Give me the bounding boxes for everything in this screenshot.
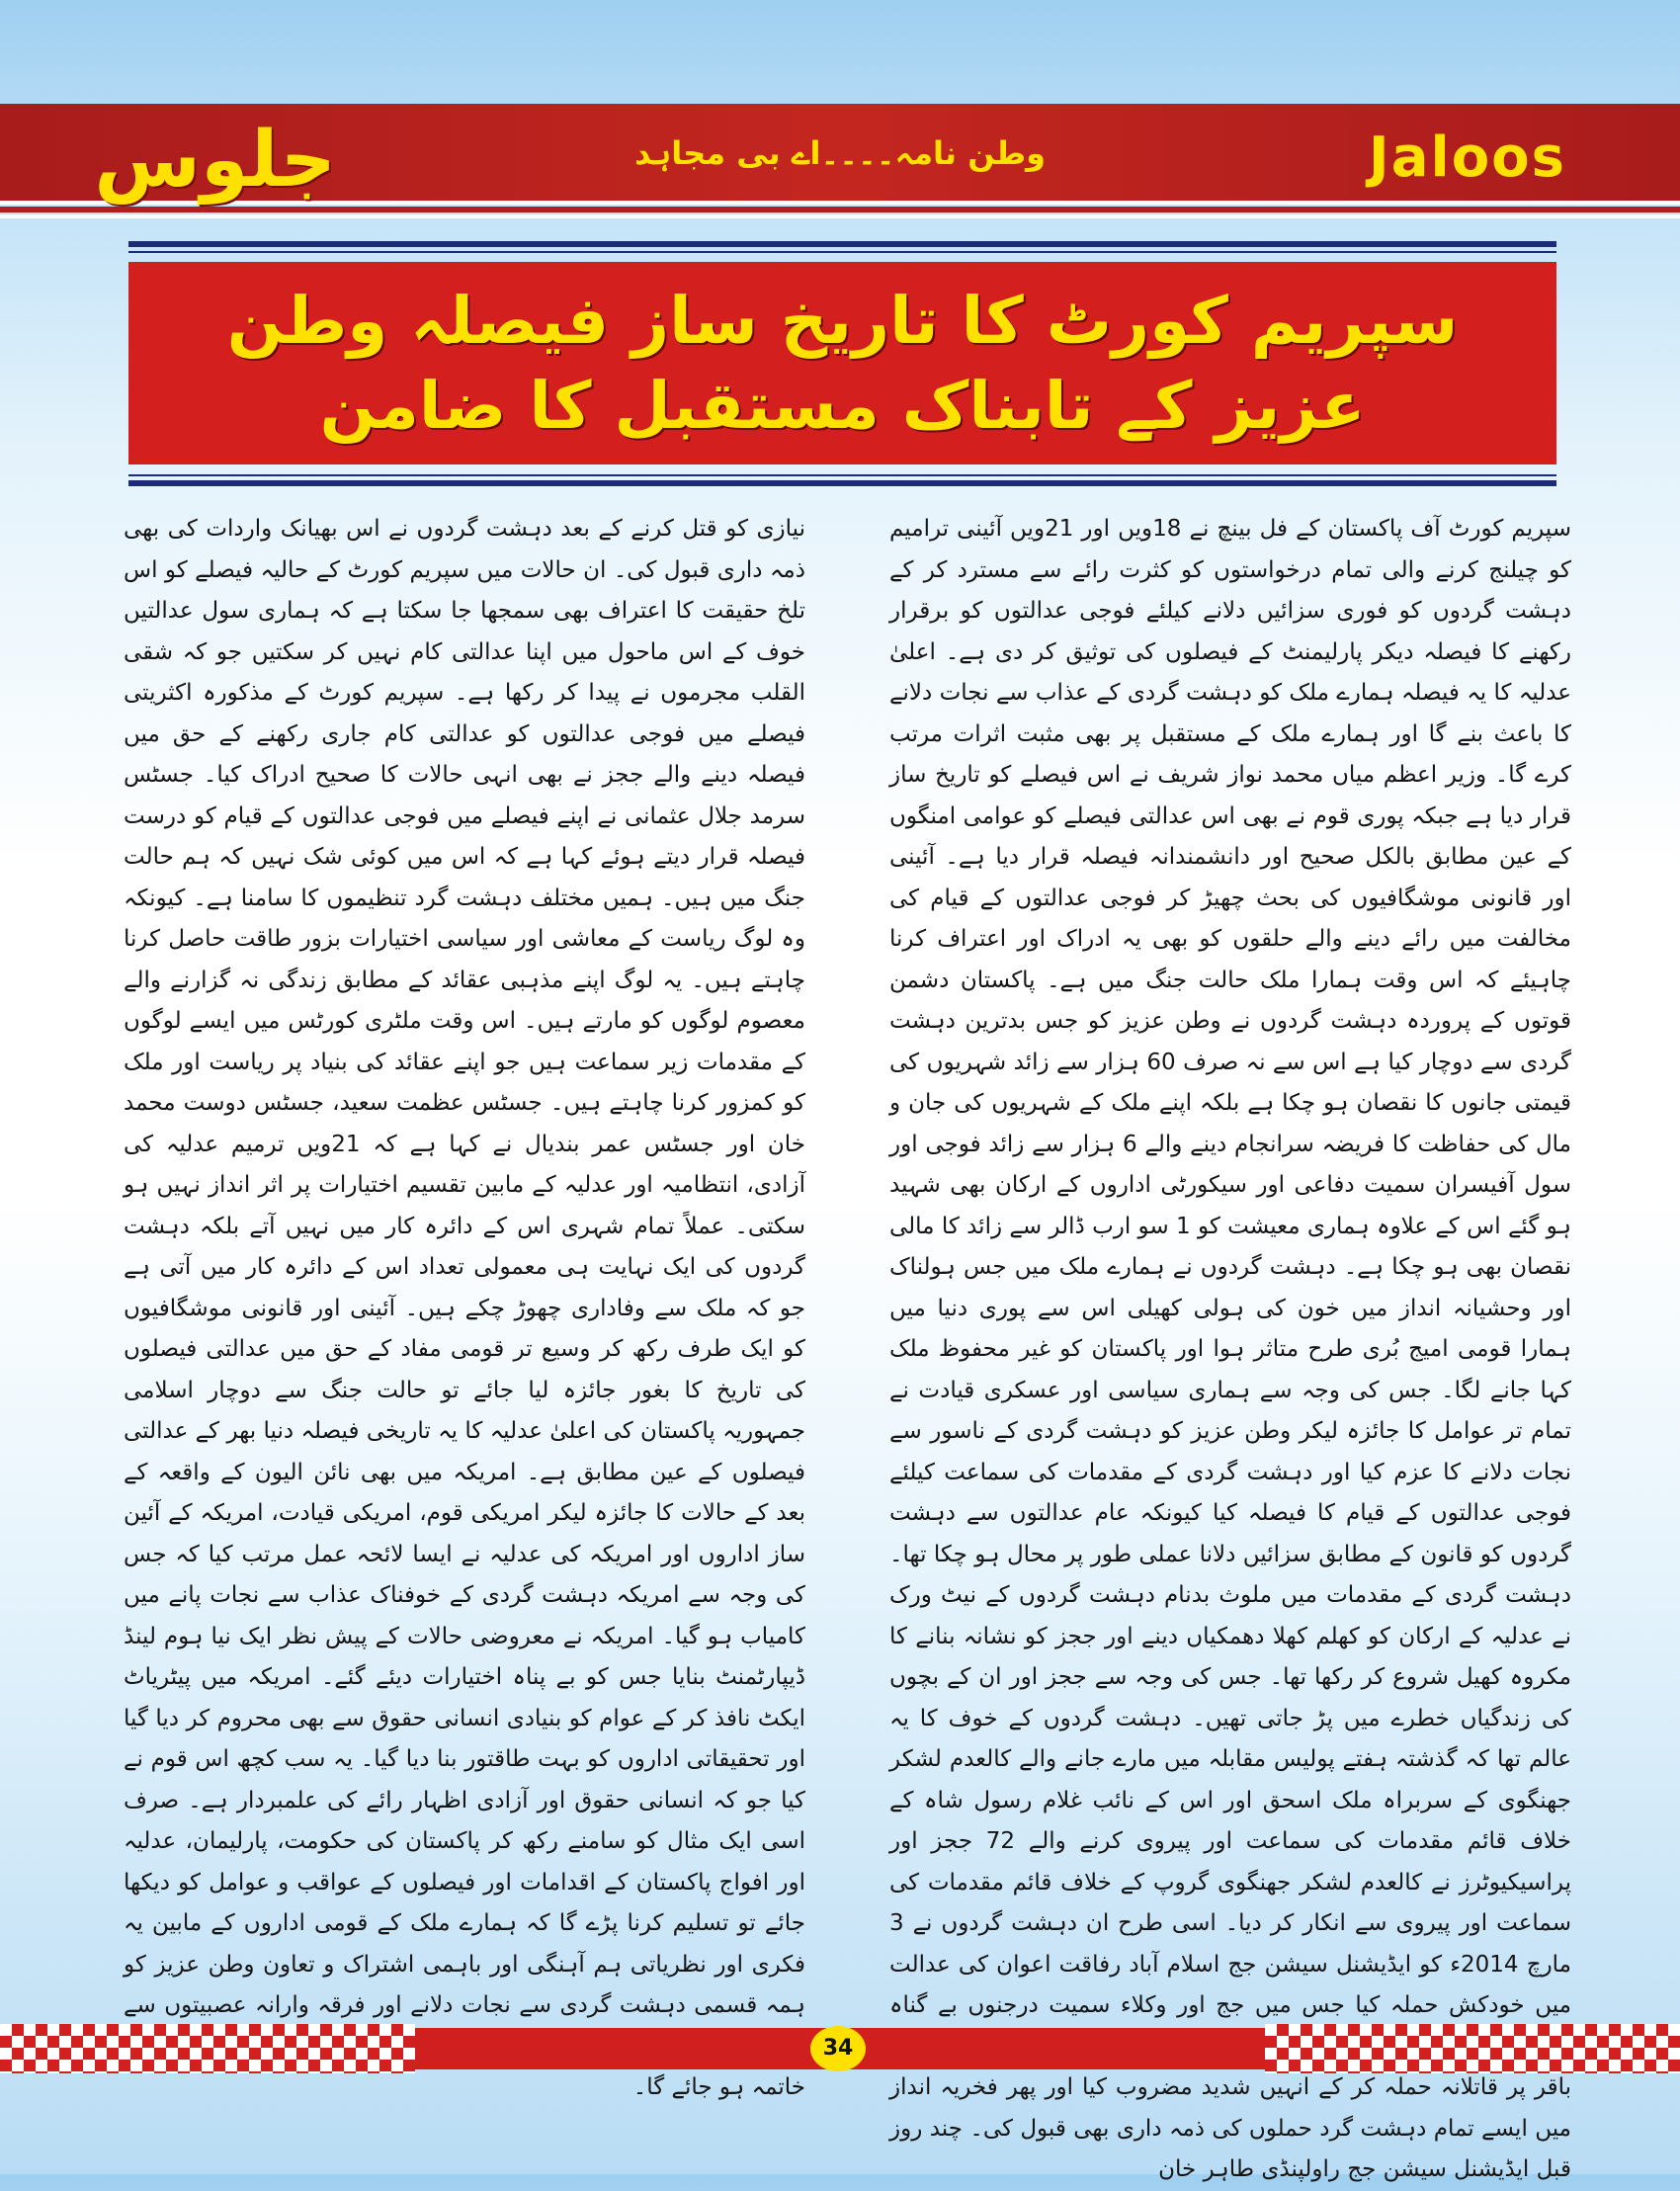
headline-bottom-rule-thin <box>128 474 1556 476</box>
article-headline: سپریم کورٹ کا تاریخ ساز فیصلہ وطن عزیز کے تابناک مستقبل کا ضامن <box>226 282 1459 444</box>
headline-box <box>128 262 1556 464</box>
page-number: 34 <box>810 2026 866 2071</box>
article-column-left: نیازی کو قتل کرنے کے بعد دہشت گردوں نے اس بھیانک واردات کی بھی ذمہ داری قبول کی۔ ان حالات میں سپریم کورٹ کے حالیہ فیصلے کو اس تلخ حقیقت کا اعتراف بھی سمجھا جا سکتا ہے کہ ہماری سول عدالتیں خوف کے اس ماحول میں اپنا عدالتی کام نہیں کر سکتیں جو کہ شقی القلب مجرموں نے پیدا کر رکھا ہے۔ سپریم کورٹ کے مذکورہ اکثریتی فیصلے میں فوجی عدالتوں کو عدالتی کام جاری رکھنے کے حق میں فیصلہ دینے والے ججز نے بھی انہی حالات کا صحیح ادراک کیا۔ جسٹس سرمد جلال عثمانی نے اپنے فیصلے میں فوجی عدالتوں کے قیام کو درست فیصلہ قرار دیتے ہوئے کہا ہے کہ اس میں کوئی شک نہیں کہ ہم حالت جنگ میں ہیں۔ ہمیں مختلف دہشت گرد تنظیموں کا سامنا ہے۔ کیونکہ وہ لوگ ریاست کے معاشی اور سیاسی اختیارات بزور طاقت حاصل کرنا چاہتے ہیں۔ یہ لوگ اپنے مذہبی عقائد کے مطابق زندگی نہ گزارنے والے معصوم لوگوں کو مارتے ہیں۔ اس وقت ملٹری کورٹس میں ایسے لوگوں کے مقدمات زیر سماعت ہیں جو اپنے عقائد کی بنیاد پر ریاست اور ملک کو کمزور کرنا چاہتے ہیں۔ جسٹس عظمت سعید، جسٹس دوست محمد خان اور جسٹس عمر بندیال نے کہا ہے کہ 21ویں ترمیم عدلیہ کی آزادی، انتظامیہ اور عدلیہ کے مابین تقسیم اختیارات پر اثر انداز نہیں ہو سکتی۔ عملاً تمام شہری اس کے دائرہ کار میں نہیں آتے بلکہ دہشت گردوں کی ایک نہایت ہی معمولی تعداد اس کے دائرہ کار میں آتی ہے جو کہ ملک سے وفاداری چھوڑ چکے ہیں۔ آئینی اور قانونی موشگافیوں کو ایک طرف رکھ کر وسیع تر قومی مفاد کے حق میں عدالتی فیصلوں کی تاریخ کا بغور جائزہ لیا جائے تو حالت جنگ سے دوچار اسلامی جمہوریہ پاکستان کی اعلیٰ عدلیہ کا یہ تاریخی فیصلہ دنیا بھر کے عدالتی فیصلوں کے عین مطابق ہے۔ امریکہ میں بھی نائن الیون کے واقعہ کے بعد کے حالات کا جائزہ لیکر امریکی قوم، امریکی قیادت، امریکہ کے آئین ساز اداروں اور امریکہ کی عدلیہ نے ایسا لائحہ عمل مرتب کیا کہ جس کی وجہ سے امریکہ دہشت گردی کے خوفناک عذاب سے نجات پانے میں کامیاب ہو گیا۔ امریکہ نے معروضی حالات کے پیش نظر ایک نیا ہوم لینڈ ڈیپارٹمنٹ بنایا جس کو بے پناہ اختیارات دیئے گئے۔ امریکہ میں پیٹریاٹ ایکٹ نافذ کر کے عوام کو بنیادی انسانی حقوق سے بھی محروم کر دیا گیا اور تحقیقاتی اداروں کو بہت طاقتور بنا دیا گیا۔ یہ سب کچھ اس قوم نے کیا جو کہ انسانی حقوق اور آزادی اظہار رائے کی علمبردار ہے۔ صرف اسی ایک مثال کو سامنے رکھ کر پاکستان کی حکومت، پارلیمان، عدلیہ اور افواج پاکستان کے اقدامات اور فیصلوں کے عواقب و عوامل کو دیکھا جائے تو تسلیم کرنا پڑے گا کہ ہمارے ملک کے قومی اداروں کے مابین یہ فکری اور نظریاتی ہم آہنگی اور باہمی اشتراک و تعاون وطن عزیز کو ہمہ قسمی دہشت گردی سے نجات دلانے اور فرقہ وارانہ عصبیتوں سے خاتمہ ہو جائے گا۔ <box>124 516 805 2100</box>
footer-checker-right <box>1265 2024 1680 2073</box>
magazine-logo-latin: Jaloos <box>1368 126 1566 190</box>
footer-checker-left <box>0 2024 415 2073</box>
article-column-right: سپریم کورٹ آف پاکستان کے فل بینچ نے 18ویں اور 21ویں آئینی ترامیم کو چیلنج کرنے والی تمام درخواستوں کو کثرت رائے سے مسترد کر کے دہشت گردوں کو فوری سزائیں دلانے کیلئے فوجی عدالتوں کو برقرار رکھنے کا فیصلہ دیکر پارلیمنٹ کے فیصلوں کی توثیق کر دی ہے۔ اعلیٰ عدلیہ کا یہ فیصلہ ہمارے ملک کو دہشت گردی کے عذاب سے نجات دلانے کا باعث بنے گا اور ہمارے ملک کے مستقبل پر بھی مثبت اثرات مرتب کرے گا۔ وزیر اعظم میاں محمد نواز شریف نے اس فیصلے کو تاریخ ساز قرار دیا ہے جبکہ پوری قوم نے بھی اس عدالتی فیصلے کو عوامی امنگوں کے عین مطابق بالکل صحیح اور دانشمندانہ فیصلہ قرار دیا ہے۔ آئینی اور قانونی موشگافیوں کی بحث چھیڑ کر فوجی عدالتوں کے قیام کی مخالفت میں رائے دینے والے حلقوں کو بھی یہ ادراک اور اعتراف کرنا چاہیئے کہ اس وقت ہمارا ملک حالت جنگ میں ہے۔ پاکستان دشمن قوتوں کے پروردہ دہشت گردوں نے وطن عزیز کو جس بدترین دہشت گردی سے دوچار کیا ہے اس سے نہ صرف 60 ہزار سے زائد شہریوں کی قیمتی جانوں کا نقصان ہو چکا ہے بلکہ اپنے ملک کے شہریوں کی جان و مال کی حفاظت کا فریضہ سرانجام دینے والے 6 ہزار سے زائد فوجی اور سول آفیسران سمیت دفاعی اور سیکورٹی اداروں کے ارکان بھی شہید ہو گئے اس کے علاوہ ہماری معیشت کو 1 سو ارب ڈالر سے زائد کا مالی نقصان بھی ہو چکا ہے۔ دہشت گردوں نے ہمارے ملک میں جس ہولناک اور وحشیانہ انداز میں خون کی ہولی کھیلی اس سے پوری دنیا میں ہمارا قومی امیج بُری طرح متاثر ہوا اور پاکستان کو غیر محفوظ ملک کہا جانے لگا۔ جس کی وجہ سے ہماری سیاسی اور عسکری قیادت نے تمام تر عوامل کا جائزہ لیکر وطن عزیز کو دہشت گردی کے ناسور سے نجات دلانے کا عزم کیا اور دہشت گردی کے مقدمات کی سماعت کیلئے فوجی عدالتوں کے قیام کا فیصلہ کیا کیونکہ عام عدالتوں سے دہشت گردوں کو قانون کے مطابق سزائیں دلانا عملی طور پر محال ہو چکا تھا۔ دہشت گردی کے مقدمات میں ملوث بدنام دہشت گردوں کے نیٹ ورک نے عدلیہ کے ارکان کو کھلم کھلا دھمکیاں دینے اور ججز کو نشانہ بنانے کا مکروہ کھیل شروع کر رکھا تھا۔ جس کی وجہ سے ججز اور ان کے بچوں کی زندگیاں خطرے میں پڑ جاتی تھیں۔ دہشت گردوں کے خوف کا یہ عالم تھا کہ گذشتہ ہفتے پولیس مقابلہ میں مارے جانے والے کالعدم لشکر جھنگوی کے سربراہ ملک اسحق اور اس کے نائب غلام رسول شاہ کے خلاف قائم مقدمات کی سماعت اور پیروی کرنے والے 72 ججز اور پراسیکیوٹرز نے کالعدم لشکر جھنگوی گروپ کے خلاف قائم مقدمات کی سماعت اور پیروی سے انکار کر دیا۔ اسی طرح ان دہشت گردوں نے 3 مارچ 2014ء کو ایڈیشنل سیشن جج اسلام آباد رفاقت اعوان کی عدالت میں خودکش حملہ کیا جس میں جج اور وکلاء سمیت درجنوں بے گناہ باقر پر قاتلانہ حملہ کر کے انہیں شدید مضروب کیا اور پھر فخریہ انداز میں ایسے تمام دہشت گرد حملوں کی ذمہ داری بھی قبول کی۔ چند روز قبل ایڈیشنل سیشن جج راولپنڈی طاہر خان <box>889 516 1572 2182</box>
headline-bottom-rule <box>128 480 1556 486</box>
headline-top-rule-thin <box>128 251 1556 253</box>
headline-top-rule <box>128 241 1556 247</box>
magazine-logo-urdu: جلوس <box>94 116 336 205</box>
masthead-stripe-white-2 <box>0 214 1680 218</box>
column-title: وطن نامہ۔۔۔۔اے بی مجاہد <box>633 134 1047 172</box>
